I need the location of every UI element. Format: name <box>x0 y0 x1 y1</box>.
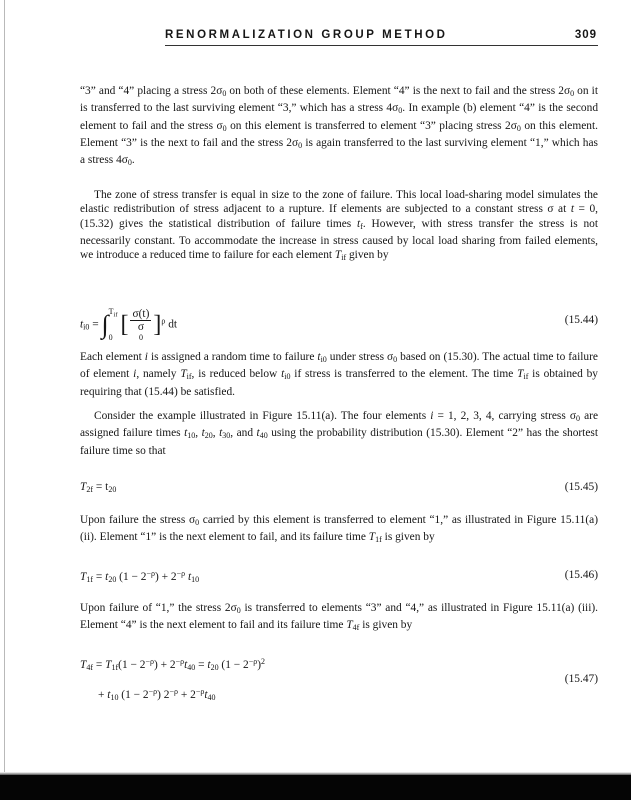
equation-15-44: ti0 = ∫ $T_{if}$ 0 [ σ(t) σ 0 ]$^\rho$ dt (15.44) <box>80 307 598 342</box>
scan-bottom-edge <box>0 775 631 800</box>
paragraph-4: Consider the example illustrated in Figure 15.11(a). The four elements i = 1, 2, 3, 4, carrying stress σ0 are assigned failure times t10, t20, t30, and t40 using the probability distribution (15.30). Element “2” has the shortest failure time so that <box>80 410 599 457</box>
running-title: RENORMALIZATION GROUP METHOD <box>165 29 448 41</box>
scan-edge-line <box>4 0 5 800</box>
equation-15-46: T1f = t20 $(1 - 2^{-\rho}) + 2^{-\rho}$ t10 (15.46) <box>80 569 598 584</box>
equation-15-45: T2f = t20 (15.45) <box>80 481 598 494</box>
paragraph-5: Upon failure the stress σ0 carried by this element is transferred to element “1,” as illustrated in Figure 15.11(a) (ii). Element “1” is the next element to fail, and its failure time T1f is given by <box>80 514 598 545</box>
equation-number: (15.47) <box>564 673 598 685</box>
paragraph-2: The zone of stress transfer is equal in size to the zone of failure. This local load-sharing model simulates the elastic redistribution of stress adjacent to a rupture. If elements are subjected to a constant stress σ at t = 0, (15.32) gives the statistical distribution of failure times tf. However, with stress transfer the stress is not necessarily constant. To accommodate the increase in stress caused by local load sharing from failed elements, we introduce a reduced time to failure for each element Tif given by <box>80 189 598 263</box>
equation-number: (15.45) <box>564 481 598 493</box>
page-number: 309 <box>574 29 597 41</box>
running-header <box>165 29 597 41</box>
equation-15-47: $T4f = T1f(1 - 2^{-\rho}) + 2^{-\rho}t40 = t20$ $(1 - 2^{-\rho})^2$ + t10 $(1 - 2^{-\rho})$ $2^{-\rho} + 2^{-\rho}t40$ (15.47) <box>80 657 598 702</box>
paragraph-3: Each element i is assigned a random time to failure ti0 under stress σ0 based on (15.30). The actual time to failure of element i, namely Tif, is reduced below ti0 if stress is transferred to the element. The time Tif is obtained by requiring that (15.44) be satisfied. <box>80 351 598 398</box>
equation-number: (15.46) <box>564 569 598 581</box>
paragraph-1: “3” and “4” placing a stress 2σ0 on both of these elements. Element “4” is the next to fail and the stress 2σ0 on it is transferred to the last surviving element “3,” which has a stress 4σ0. In example (b) element “4” is the second element to fail and the stress σ0 on this element is transferred to element “3” placing stress 2σ0 on this element. Element “3” is the next to fail and the stress 2σ0 is again transferred to the last surviving element “1,” which has a stress 4σ0. <box>80 85 599 168</box>
equation-number: (15.44) <box>564 314 598 326</box>
paragraph-6: Upon failure of “1,” the stress 2σ0 is transferred to elements “3” and “4,” as illustrated in Figure 15.11(a) (iii). Element “4” is the next element to fail and its failure time T4f is given by <box>80 602 598 633</box>
header-rule <box>165 45 598 46</box>
